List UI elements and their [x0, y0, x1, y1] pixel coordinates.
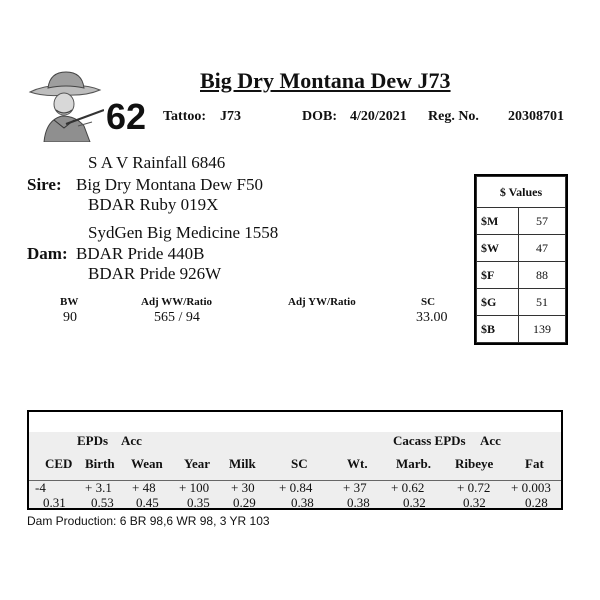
bw-label: BW	[60, 296, 79, 308]
col-wt: Wt.	[347, 456, 368, 471]
table-row	[477, 316, 566, 343]
dollar-values-title: $ Values	[477, 177, 566, 208]
col-ced: CED	[45, 456, 73, 471]
epd-milk: + 30	[231, 480, 255, 495]
acc-ced: 0.31	[43, 495, 66, 510]
value-number: 51	[519, 289, 566, 316]
col-milk: Milk	[229, 456, 256, 471]
epd-birth: + 3.1	[85, 480, 112, 495]
table-row	[477, 208, 566, 235]
col-sc: SC	[291, 456, 308, 471]
dollar-values-table	[474, 174, 568, 345]
value-key: $F	[477, 262, 519, 289]
value-key: $M	[477, 208, 519, 235]
col-marb: Marb.	[396, 456, 432, 471]
epd-fat: + 0.003	[511, 480, 551, 495]
ww-label: Adj WW/Ratio	[141, 296, 212, 308]
reg-label: Reg. No.	[428, 109, 479, 124]
sire-name: Big Dry Montana Dew F50	[76, 175, 263, 194]
col-year: Year	[184, 456, 210, 471]
sc-label: SC	[421, 296, 436, 308]
value-number: 57	[519, 208, 566, 235]
epd-ribeye: + 0.72	[457, 480, 491, 495]
epd-wt: + 37	[343, 480, 367, 495]
sire-sire: S A V Rainfall 6846	[88, 153, 226, 172]
cowboy-logo	[26, 66, 104, 142]
epd-box	[27, 410, 563, 510]
epd-wean: + 48	[132, 480, 156, 495]
carcass-acc-label: Acc	[480, 433, 501, 448]
sire-label: Sire:	[27, 175, 62, 194]
bw-value: 90	[63, 310, 77, 325]
lot-number: 62	[106, 96, 147, 137]
dam-sire: SydGen Big Medicine 1558	[88, 223, 279, 242]
value-number: 88	[519, 262, 566, 289]
dob-label: DOB:	[302, 109, 337, 124]
dam-dam: BDAR Pride 926W	[88, 264, 222, 283]
tattoo-value: J73	[220, 109, 241, 124]
epd-year: + 100	[179, 480, 210, 495]
col-ribeye: Ribeye	[455, 456, 494, 471]
acc-fat: 0.28	[525, 495, 548, 510]
col-wean: Wean	[131, 456, 163, 471]
value-key: $W	[477, 235, 519, 262]
value-key: $G	[477, 289, 519, 316]
col-birth: Birth	[85, 456, 115, 471]
table-row	[477, 235, 566, 262]
acc-wt: 0.38	[347, 495, 370, 510]
animal-name-title: Big Dry Montana Dew J73	[200, 68, 451, 93]
carcass-epds-label: Cacass EPDs	[393, 433, 466, 448]
acc-year: 0.35	[187, 495, 210, 510]
epds-group-label: EPDs	[77, 433, 109, 448]
value-number: 47	[519, 235, 566, 262]
epd-sc: + 0.84	[279, 480, 313, 495]
dam-production: Dam Production: 6 BR 98,6 WR 98, 3 YR 103	[27, 514, 270, 528]
tattoo-label: Tattoo:	[163, 109, 207, 124]
dob-value: 4/20/2021	[350, 109, 407, 124]
epds-acc-label: Acc	[121, 433, 142, 448]
value-key: $B	[477, 316, 519, 343]
yw-label: Adj YW/Ratio	[288, 296, 356, 308]
acc-wean: 0.45	[136, 495, 159, 510]
epd-ced: -4	[35, 480, 46, 495]
dam-name: BDAR Pride 440B	[76, 244, 205, 263]
table-row	[477, 289, 566, 316]
epd-marb: + 0.62	[391, 480, 425, 495]
reg-value: 20308701	[508, 109, 564, 124]
value-number: 139	[519, 316, 566, 343]
acc-birth: 0.53	[91, 495, 114, 510]
ww-value: 565 / 94	[154, 310, 200, 325]
sc-value: 33.00	[416, 310, 448, 325]
acc-milk: 0.29	[233, 495, 256, 510]
dam-label: Dam:	[27, 244, 68, 263]
sire-dam: BDAR Ruby 019X	[88, 195, 219, 214]
acc-ribeye: 0.32	[463, 495, 486, 510]
acc-sc: 0.38	[291, 495, 314, 510]
acc-marb: 0.32	[403, 495, 426, 510]
table-row	[477, 262, 566, 289]
col-fat: Fat	[525, 456, 544, 471]
